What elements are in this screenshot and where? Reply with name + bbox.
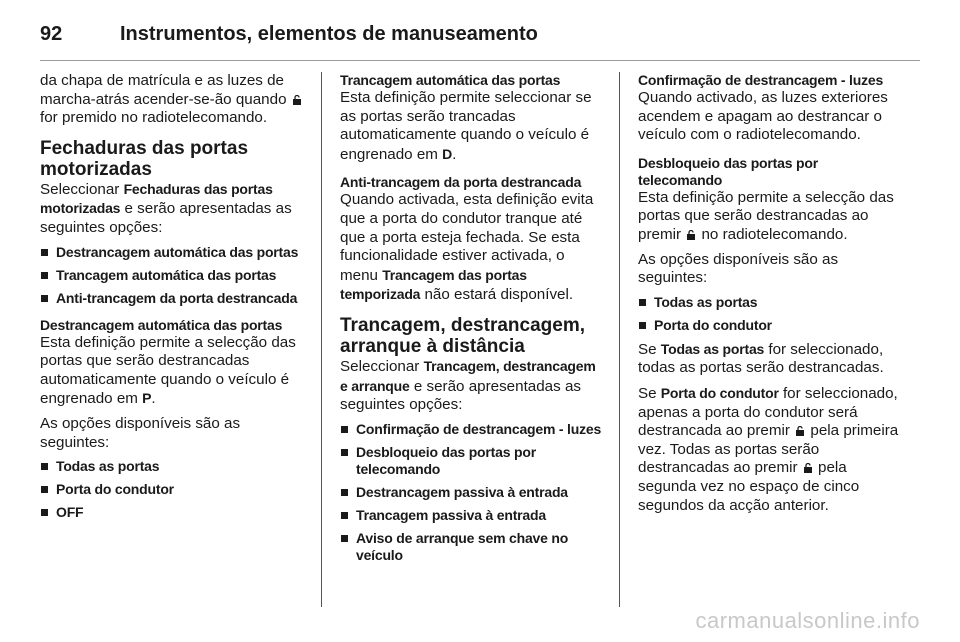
chapter-title: Instrumentos, elementos de manuseamento [120,22,538,45]
list-item: Anti-trancagem da porta destrancada [40,290,304,307]
column-1 [40,72,304,527]
options-list [638,294,902,334]
subsection-title: Trancagem automática das portas [340,72,561,88]
column-3 [638,72,902,521]
unlock-button-icon [795,426,805,436]
paragraph: Se Todas as portas for seleccionado, todas as portas serão destrancadas. [638,340,884,377]
intro-paragraph: da chapa de matrícula e as luzes de marcha-atrás acender-se-ão quando for premido no radiotelecomando. [40,72,304,128]
list-item: Aviso de arranque sem chave no veículo [340,530,604,564]
paragraph: As opções disponíveis são as seguintes: [638,250,839,287]
subsection-title: Desbloqueio das portas por telecomando [638,154,818,188]
list-item: Todas as portas [638,294,902,311]
paragraph: Quando activado, as luzes exteriores acendem e apagam ao destrancar o veículo com o radiotelecomando. [638,89,888,144]
list-item: Confirmação de destrancagem - luzes [340,421,604,438]
list-item: Destrancagem automática das portas [40,244,304,261]
page-header [40,14,920,54]
options-list [340,421,604,564]
section-title: Trancagem, destrancagem, arranque à distância [340,314,585,357]
subsection-title: Confirmação de destrancagem - luzes [638,72,884,88]
paragraph: Esta definição permite seleccionar se as portas serão trancadas automaticamente quando o veículo é engrenado em D. [340,89,592,163]
list-item: Porta do condutor [638,317,902,334]
subsection-title: Destrancagem automática das portas [40,316,283,333]
section-intro: Seleccionar Trancagem, destrancagem e arranque e serão apresentadas as seguintes opções: [340,357,596,414]
paragraph: Se Porta do condutor for seleccionado, apenas a porta do condutor será destrancada ao premir pela primeira vez. Todas as portas serão destrancadas ao premir pela segunda vez no espaço de cinco segundos da acção anterior. [638,384,899,514]
paragraph: As opções disponíveis são as seguintes: [40,414,241,451]
options-list [40,458,304,521]
list-item: Todas as portas [40,458,304,475]
options-list [40,244,304,307]
paragraph: Esta definição permite a selecção das portas que serão destrancadas automaticamente quando o veículo é engrenado em P. [40,333,296,408]
column-2 [340,72,604,570]
section-title: Fechaduras das portas motorizadas [40,137,249,180]
unlock-button-icon [686,230,696,240]
list-item: Trancagem passiva à entrada [340,507,604,524]
section-intro: Seleccionar Fechaduras das portas motorizadas e serão apresentadas as seguintes opções: [40,180,292,236]
column-divider [619,72,620,607]
list-item: Destrancagem passiva à entrada [340,484,604,501]
list-item: Porta do condutor [40,481,304,498]
list-item: OFF [40,504,304,521]
page-number: 92 [40,22,63,45]
column-divider [321,72,322,607]
watermark: carmanualsonline.info [695,608,920,633]
paragraph: Esta definição permite a selecção das portas que serão destrancadas ao premir no radiotelecomando. [638,188,894,243]
list-item: Trancagem automática das portas [40,267,304,284]
list-item: Desbloqueio das portas por telecomando [340,444,604,478]
unlock-button-icon [292,95,302,105]
paragraph: Quando activada, esta definição evita que a porta do condutor tranque até que a porta esteja fechada. Se esta funcionalidade estiver activada, o menu Trancagem das portas temporizada não estará disponível. [340,191,594,304]
header-rule [40,60,920,61]
unlock-button-icon [803,463,813,473]
subsection-title: Anti-trancagem da porta destrancada [340,174,582,191]
